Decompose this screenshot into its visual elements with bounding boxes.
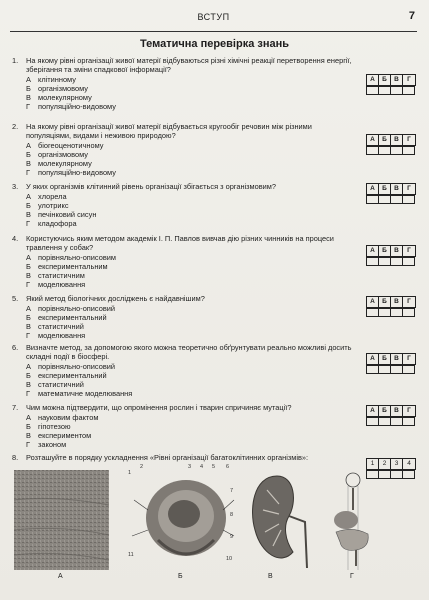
option: Б експериментальний bbox=[26, 371, 107, 380]
options-list bbox=[26, 141, 357, 177]
question-6: 6. Визначте метод, за допомогою якого можна теоретично обґрунтувати реально можливі досить складні події в біосфері. А порівняльно-описовий Б експериментальний В статистичний Г математичне моделювання bbox=[12, 343, 357, 398]
order-header-q8: 1 2 3 4 bbox=[366, 458, 416, 470]
option: В статистичний bbox=[26, 322, 84, 331]
options-list bbox=[26, 253, 357, 289]
option: Г популяційно-видовому bbox=[26, 168, 116, 177]
answer-header-q5: А Б В Г bbox=[366, 296, 416, 308]
question-text: Користуючись яким методом академік І. П. Павлов вивчав дію різних чинників на процеси травлення у собак? bbox=[26, 234, 334, 252]
question-number: 1. bbox=[12, 56, 19, 65]
option: А порівняльно-описовим bbox=[26, 253, 116, 262]
option: Г моделювання bbox=[26, 331, 86, 340]
option: Б гіпотезою bbox=[26, 422, 71, 431]
option: В печінковий сисун bbox=[26, 210, 97, 219]
option: В експериментом bbox=[26, 431, 92, 440]
option: Г математичне моделювання bbox=[26, 389, 133, 398]
option: А порівняльно-описовий bbox=[26, 304, 116, 313]
question-text: Який метод біологічних досліджень є найдавнішим? bbox=[26, 294, 205, 303]
options-list bbox=[26, 362, 357, 398]
option: Г моделювання bbox=[26, 280, 86, 289]
question-3: 3. У яких організмів клітинний рівень організації збігається з організмовим? А хлорела Б улотрикс В печінковий сисун Г кладофора bbox=[12, 182, 357, 228]
answer-box-q3[interactable] bbox=[366, 195, 415, 204]
figure-label-a: А bbox=[58, 573, 63, 580]
answer-header-q2: А Б В Г bbox=[366, 134, 416, 146]
option: Б улотрикс bbox=[26, 201, 69, 210]
answer-box-q1[interactable] bbox=[366, 86, 415, 95]
question-8: 8. Розташуйте в порядку ускладнення «Рівні організації багатоклітинних організмів»: bbox=[12, 453, 357, 462]
options-list bbox=[26, 192, 357, 228]
option: Г кладофора bbox=[26, 219, 77, 228]
answer-box-q5[interactable] bbox=[366, 308, 415, 317]
question-4: 4. Користуючись яким методом академік І. П. Павлов вивчав дію різних чинників на процеси травлення у собак? А порівняльно-описовим Б експериментальним В статистичним Г моделювання bbox=[12, 234, 357, 289]
question-text: Визначте метод, за допомогою якого можна теоретично обґрунтувати реально можливі досить складні події в біосфері. bbox=[26, 343, 352, 361]
answer-box-q4[interactable] bbox=[366, 257, 415, 266]
options-list bbox=[26, 304, 357, 340]
answer-box-q2[interactable] bbox=[366, 146, 415, 155]
answer-header-q1: А Б В Г bbox=[366, 74, 416, 86]
figure-label-c: В bbox=[268, 573, 273, 580]
page-header bbox=[10, 8, 417, 32]
organ-cross-section-image: 1 2 3 4 5 6 7 8 9 10 11 bbox=[128, 464, 234, 562]
header-title: ВСТУП bbox=[197, 12, 230, 22]
kidney-image bbox=[245, 470, 310, 570]
option: А клітинному bbox=[26, 75, 76, 84]
option: А науковим фактом bbox=[26, 413, 99, 422]
figure-label-b: Б bbox=[178, 573, 183, 580]
option: В статистичним bbox=[26, 271, 85, 280]
page-number: 7 bbox=[408, 10, 415, 22]
question-text: На якому рівні організації живої матерії відбувається кругообіг речовин між різними популяціями, видами і неживою природою? bbox=[26, 122, 312, 140]
question-text: Чим можна підтвердити, що опромінення рослин і тварин спричиняє мутації? bbox=[26, 403, 292, 412]
question-1 bbox=[12, 56, 357, 111]
option: Б організмовому bbox=[26, 84, 88, 93]
answer-header-q6: А Б В Г bbox=[366, 353, 416, 365]
question-5: 5. Який метод біологічних досліджень є найдавнішим? А порівняльно-описовий Б експериментальний В статистичний Г моделювання bbox=[12, 294, 357, 340]
answer-header-q7: А Б В Г bbox=[366, 405, 416, 417]
option: Б експериментальним bbox=[26, 262, 108, 271]
question-text: У яких організмів клітинний рівень організації збігається з організмовим? bbox=[26, 182, 276, 191]
answer-box-q6[interactable] bbox=[366, 365, 415, 374]
question-7: 7. Чим можна підтвердити, що опромінення рослин і тварин спричиняє мутації? А науковим фактом Б гіпотезою В експериментом Г законом bbox=[12, 403, 357, 449]
option: Г популяційно-видовому bbox=[26, 102, 116, 111]
option: В статистичний bbox=[26, 380, 84, 389]
question-2: 2. На якому рівні організації живої матерії відбувається кругообіг речовин між різними популяціями, видами і неживою природою? А біогеоценотичному Б організмовому В молекулярному Г популяційно-видовому bbox=[12, 122, 357, 177]
organ-system-image bbox=[318, 470, 388, 570]
option: А порівняльно-описовий bbox=[26, 362, 116, 371]
question-text: Розташуйте в порядку ускладнення «Рівні організації багатоклітинних організмів»: bbox=[26, 453, 309, 462]
question-text: На якому рівні організації живої матерії відбуваються різні хімічні реакції перетворення енергії, зберігання та зміни спадкової інформації? bbox=[26, 56, 352, 74]
option: В молекулярному bbox=[26, 159, 92, 168]
options-list bbox=[26, 75, 357, 111]
option: Б організмовому bbox=[26, 150, 88, 159]
figure-label-d: Г bbox=[350, 573, 354, 580]
answer-header-q4: А Б В Г bbox=[366, 245, 416, 257]
answer-header-q3: А Б В Г bbox=[366, 183, 416, 195]
answer-box-q7[interactable] bbox=[366, 417, 415, 426]
option: Б експериментальний bbox=[26, 313, 107, 322]
option: В молекулярному bbox=[26, 93, 92, 102]
section-title: Тематична перевірка знань bbox=[139, 38, 290, 50]
option: Г законом bbox=[26, 440, 67, 449]
option: А біогеоценотичному bbox=[26, 141, 104, 150]
option: А хлорела bbox=[26, 192, 67, 201]
options-list bbox=[26, 413, 357, 449]
tissue-image bbox=[14, 470, 109, 570]
